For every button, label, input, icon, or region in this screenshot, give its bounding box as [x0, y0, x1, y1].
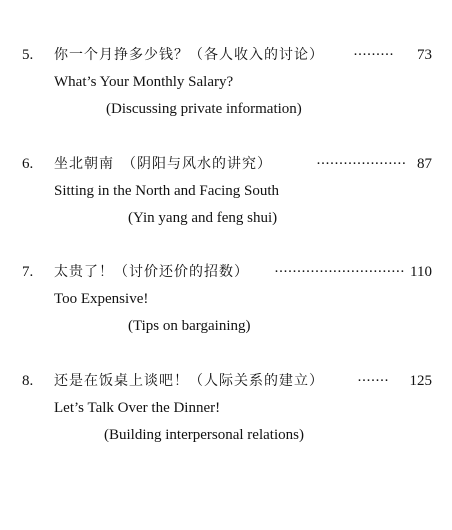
chapter-title-english: Too Expensive! [54, 291, 149, 307]
chapter-title-chinese: 太贵了！（讨价还价的招数） [54, 264, 249, 280]
page-number: 87 [417, 156, 432, 172]
page-number: 125 [409, 373, 432, 389]
chapter-title-chinese: 坐北朝南 （阴阳与风水的讲究） [54, 156, 272, 172]
chapter-number: 5. [22, 47, 34, 63]
leader-dots: ····························· [274, 264, 405, 280]
leader-dots: ···················· [316, 156, 406, 172]
chapter-subtitle-english: (Discussing private information) [106, 101, 302, 117]
chapter-subtitle-english: (Building interpersonal relations) [104, 427, 304, 443]
leader-dots: ········· [353, 47, 394, 63]
chapter-number: 7. [22, 264, 34, 280]
chapter-number: 8. [22, 373, 34, 389]
chapter-title-chinese: 你一个月挣多少钱？（各人收入的讨论） [54, 47, 324, 63]
chapter-subtitle-english: (Tips on bargaining) [128, 318, 251, 334]
chapter-title-chinese: 还是在饭桌上谈吧！（人际关系的建立） [54, 373, 324, 389]
chapter-subtitle-english: (Yin yang and feng shui) [128, 210, 278, 226]
chapter-number: 6. [22, 156, 34, 172]
chapter-title-english: Let’s Talk Over the Dinner! [54, 400, 221, 416]
leader-dots: ······· [357, 373, 389, 389]
page-number: 110 [410, 264, 432, 280]
chapter-title-english: What’s Your Monthly Salary? [54, 74, 234, 90]
chapter-title-english: Sitting in the North and Facing South [54, 183, 279, 199]
page-number: 73 [417, 47, 432, 63]
